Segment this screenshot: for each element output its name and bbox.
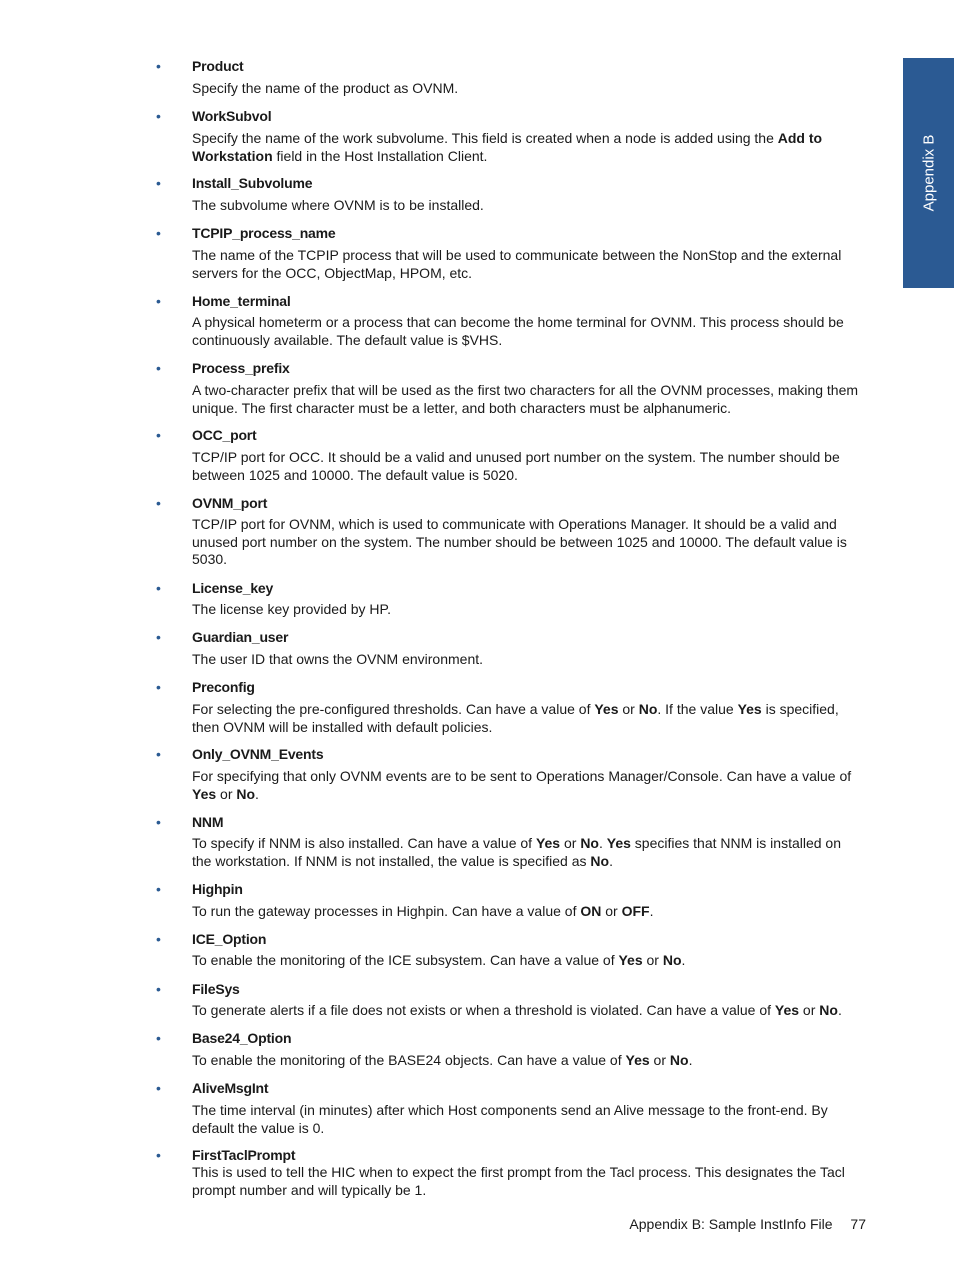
description-text: . If the value [657,701,738,717]
item-term: WorkSubvol [192,108,272,124]
description-emphasis: Yes [737,701,762,717]
item-description [192,651,860,669]
description-emphasis: Yes [535,835,561,851]
item-description [192,247,860,282]
item-description [192,1002,860,1020]
item-description [192,1102,860,1137]
description-emphasis: Yes [606,835,631,851]
item-description [192,1164,860,1199]
description-text: TCP/IP port for OCC. It should be a valid and unused port number on the system. The number should be between 1025 and 10000. The default value is 5020. [192,449,840,483]
description-text: . [688,1052,693,1068]
item-description [192,130,860,165]
description-emphasis: OFF [621,903,650,919]
item-description [192,80,860,98]
item-description [192,952,860,970]
description-text: This is used to tell the HIC when to expect the first prompt from the Tacl process. This designates the Tacl prompt number and will typically be 1. [192,1164,845,1198]
description-emphasis: No [638,701,658,717]
page-number: 77 [850,1216,866,1232]
bullet-icon: • [156,1030,161,1046]
description-emphasis: ON [580,903,602,919]
item-term: TCPIP_process_name [192,225,336,241]
description-text: The subvolume where OVNM is to be installed. [192,197,484,213]
description-text: . [649,903,654,919]
item-description [192,516,860,569]
description-text: . [681,952,686,968]
item-term: OCC_port [192,427,257,443]
item-term: Only_OVNM_Events [192,746,324,762]
item-description [192,701,860,736]
description-emphasis: Yes [774,1002,800,1018]
description-text: or [601,903,622,919]
appendix-side-tab [903,58,954,288]
item-term: License_key [192,580,274,596]
description-text: To run the gateway processes in Highpin. Can have a value of [192,903,581,919]
item-term: FileSys [192,981,240,997]
item-term: Guardian_user [192,629,289,645]
item-term: Install_Subvolume [192,175,313,191]
description-emphasis: No [819,1002,838,1018]
item-description [192,835,860,870]
bullet-icon: • [156,1147,161,1163]
item-term: OVNM_port [192,495,268,511]
bullet-icon: • [156,629,161,645]
description-text: or [642,952,663,968]
description-text: . [609,852,613,869]
bullet-icon: • [156,931,161,947]
description-emphasis: Yes [594,701,619,717]
description-emphasis: No [580,835,599,851]
description-text: . [255,785,259,802]
item-description [192,197,860,215]
item-term: Preconfig [192,679,255,695]
description-text: Specify the name of the product as OVNM. [192,80,459,96]
description-text: TCP/IP port for OVNM, which is used to communicate with Operations Manager. It should be a valid and unused port number on the system. The number should be between 1025 and 10000. The default value is 5030. [192,516,847,567]
description-text: or [649,1052,670,1068]
item-term: NNM [192,814,224,830]
page-footer [629,1216,866,1232]
item-term: Product [192,58,244,74]
description-text: The time interval (in minutes) after which Host components send an Alive message to the front-end. By default the value is 0. [192,1102,828,1136]
bullet-icon: • [156,427,161,443]
item-description [192,382,860,417]
item-description [192,1052,860,1070]
bullet-icon: • [156,225,161,241]
description-text: or [618,701,639,717]
description-emphasis: Yes [625,1052,650,1068]
description-text: or [560,835,581,851]
bullet-icon: • [156,746,161,762]
description-text: or [216,785,237,802]
bullet-icon: • [156,58,161,74]
bullet-icon: • [156,814,161,830]
item-description [192,903,860,921]
description-text: To enable the monitoring of the ICE subsystem. Can have a value of [192,952,619,968]
description-emphasis: No [236,785,256,802]
description-text: To generate alerts if a file does not exists or when a threshold is violated. Can have a value of [192,1002,775,1018]
item-term: AliveMsgInt [192,1080,269,1096]
bullet-icon: • [156,175,161,191]
description-emphasis: No [662,952,682,968]
item-description [192,601,860,619]
description-text: A physical hometerm or a process that can become the home terminal for OVNM. This process should be continuously available. The default value is $VHS. [192,314,844,348]
item-term: ICE_Option [192,931,267,947]
description-emphasis: No [669,1052,689,1068]
bullet-icon: • [156,495,161,511]
item-description [192,314,860,349]
item-term: Process_prefix [192,360,290,376]
description-emphasis: Yes [618,952,643,968]
description-text: The name of the TCPIP process that will be used to communicate between the NonStop and the external servers for the OCC, ObjectMap, HPOM, etc. [192,247,842,281]
description-text: For specifying that only OVNM events are to be sent to Operations Manager/Console. Can have a value of [192,768,852,784]
bullet-icon: • [156,679,161,695]
item-term: Base24_Option [192,1030,292,1046]
description-emphasis: Add to Workstation [192,130,823,164]
bullet-icon: • [156,293,161,309]
description-text: To enable the monitoring of the BASE24 objects. Can have a value of [192,1052,626,1068]
item-description [192,449,860,484]
description-text: . [598,835,607,851]
appendix-side-tab-label: Appendix B [920,134,937,212]
description-text: specifies that NNM is installed on the workstation. If NNM is not installed, the value is specified as [192,835,841,869]
item-term: Highpin [192,881,243,897]
bullet-icon: • [156,881,161,897]
description-text: The user ID that owns the OVNM environment. [192,651,484,667]
bullet-icon: • [156,108,161,124]
item-term: FirstTaclPrompt [192,1147,296,1163]
description-emphasis: Yes [192,785,217,802]
description-text: To specify if NNM is also installed. Can have a value of [192,835,536,851]
description-text: is specified, then OVNM will be installed with default policies. [192,701,839,735]
item-term: Home_terminal [192,293,291,309]
item-description [192,768,860,803]
bullet-icon: • [156,580,161,596]
description-text: or [799,1002,820,1018]
bullet-icon: • [156,981,161,997]
description-text: Specify the name of the work subvolume. This field is created when a node is added using the [192,130,778,146]
bullet-icon: • [156,1080,161,1096]
footer-title: Appendix B: Sample InstInfo File [629,1216,833,1232]
description-text: For selecting the pre-configured thresholds. Can have a value of [192,701,595,717]
description-emphasis: No [590,852,610,869]
description-text: field in the Host Installation Client. [272,147,488,164]
description-text: A two-character prefix that will be used as the first two characters for all the OVNM processes, making them unique. The first character must be a letter, and both characters must be alphanumeric. [192,382,859,416]
bullet-icon: • [156,360,161,376]
description-text: The license key provided by HP. [192,601,391,617]
description-text: . [837,1002,842,1018]
